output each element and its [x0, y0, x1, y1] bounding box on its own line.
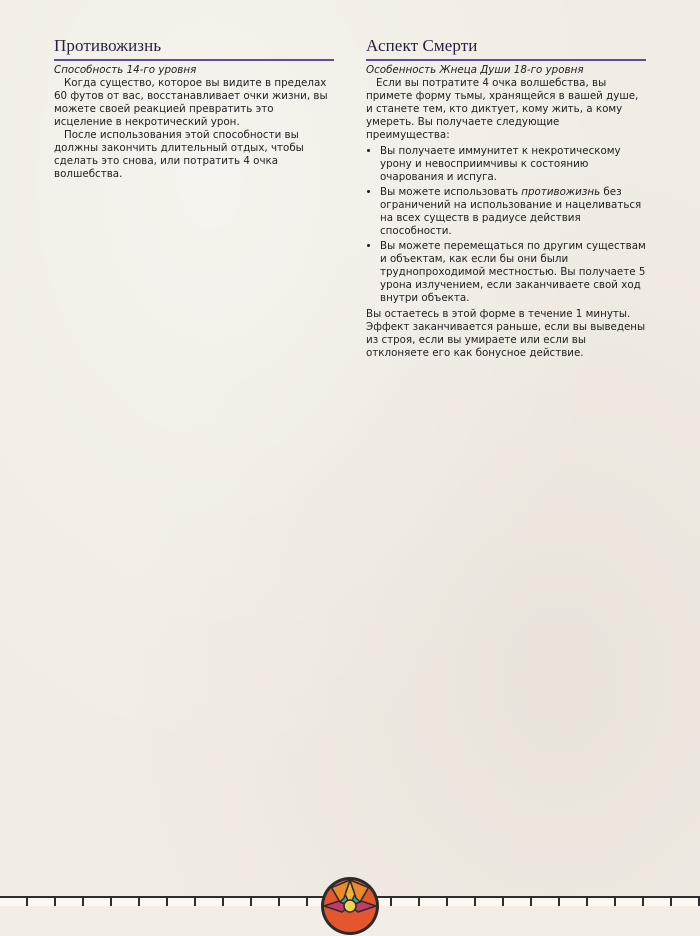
paragraph: После использования этой способности вы должны закончить длительный отдых, чтобы сделать это снова, или потратить 4 очка волшебства.: [54, 129, 304, 180]
paragraph: Когда существо, которое вы видите в пределах 60 футов от вас, восстанавливает очки жизни, вы можете своей реакцией превратить это исцеление в некротический урон.: [54, 77, 328, 128]
list-item: • Вы можете перемещаться по другим существам и объектам, как если бы они были труднопроходимой местностью. Вы получаете 5 урона излучением, если заканчиваете свой ход внутри объекта.: [380, 240, 646, 305]
list-item-text: без ограничений на использование и нацеливаться на всех существ в радиусе действия способности.: [380, 186, 642, 237]
section-title-aspect-of-death: Аспект Смерти: [366, 36, 646, 61]
list-item: [380, 186, 646, 238]
right-column: [366, 36, 646, 360]
section-title-antilife: Противожизнь: [54, 36, 334, 61]
closing-paragraph: Вы остаетесь в этой форме в течение 1 минуты. Эффект заканчивается раньше, если вы выведены из строя, если вы умираете или если вы отклоняете его как бонусное действие.: [366, 308, 646, 359]
list-item: • Вы получаете иммунитет к некротическому урону и невосприимчивы к состоянию очарования и испуга.: [380, 145, 646, 184]
stained-glass-rosette-icon: [320, 876, 380, 936]
intro-paragraph: Если вы потратите 4 очка волшебства, вы примете форму тьмы, хранящейся в вашей душе, и станете тем, кто диктует, кому жить, а кому умереть. Вы получаете следующие преимущества:: [366, 77, 639, 141]
left-column: [54, 36, 334, 181]
spell-name-emphasis: противожизнь: [521, 186, 601, 198]
section-subtitle: Особенность Жнеца Души 18-го уровня: [366, 64, 584, 76]
benefits-list: [366, 145, 646, 305]
section-subtitle: Способность 14-го уровня: [54, 64, 197, 76]
list-item-text: Вы можете использовать: [380, 186, 522, 198]
